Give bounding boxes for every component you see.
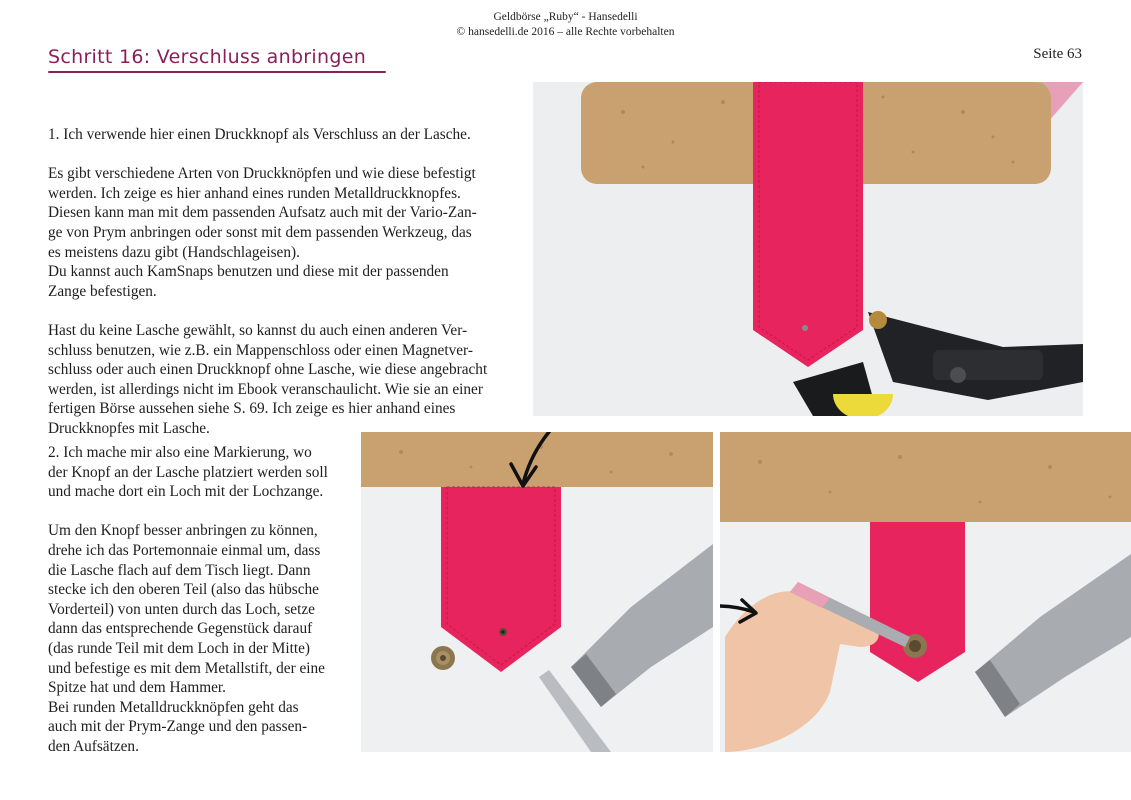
text-line: Hast du keine Lasche gewählt, so kannst du auch einen anderen Ver- [48, 321, 468, 339]
text-line: schluss oder auch einen Druckknopf ohne Lasche, wie diese angebracht [48, 361, 488, 379]
page-title: Schritt 16: Verschluss anbringen [48, 46, 367, 68]
photo-strap-hole-punch [533, 82, 1083, 416]
text-line: Es gibt verschiedene Arten von Druckknöpfen und wie diese befestigt [48, 165, 476, 183]
text-line: 2. Ich mache mir also eine Markierung, wo [48, 444, 312, 461]
text-line: Bei runden Metalldruckknöpfen geht das [48, 698, 299, 716]
text-line: auch mit der Prym-Zange und den passen- [48, 718, 308, 736]
paragraph-gap [48, 301, 518, 321]
header-line-2: © hansedelli.de 2016 – alle Rechte vorbehalten [456, 26, 675, 38]
text-line: die Lasche flach auf dem Tisch liegt. Dann [48, 561, 311, 579]
text-line: Du kannst auch KamSnaps benutzen und diese mit der passenden [48, 263, 449, 281]
text-line: und mache dort ein Loch mit der Lochzange. [48, 483, 324, 501]
text-line: und befestige es mit dem Metallstift, der eine [48, 659, 325, 677]
photo-setting-snap-image [720, 432, 1131, 752]
text-line: werden. Ich zeige es hier anhand eines runden Metalldruckknopfes. [48, 184, 461, 202]
paragraph-gap [48, 145, 518, 165]
text-line: den Aufsätzen. [48, 737, 139, 755]
photo-strap-hole-punch-image [533, 82, 1083, 416]
text-line: Diesen kann man mit dem passenden Aufsatz auch mit der Vario-Zan- [48, 204, 477, 222]
page-number: Seite 63 [1033, 46, 1082, 62]
photo-snap-parts-hammer [361, 432, 713, 752]
text-line: werden, ist allerdings nicht im Ebook veranschaulicht. Wie sie an einer [48, 380, 483, 398]
text-line: Vorderteil) von unten durch das Loch, setze [48, 600, 315, 618]
header-line-1: Geldbörse „Ruby“ - Hansedelli [493, 11, 638, 23]
text-block-2 [48, 443, 348, 757]
text-line: es meistens dazu gibt (Handschlageisen). [48, 243, 300, 261]
photo-setting-snap [720, 432, 1131, 752]
text-line: Zange befestigen. [48, 282, 157, 300]
photo-snap-parts-hammer-image [361, 432, 713, 752]
text-line: ge von Prym anbringen oder sonst mit dem passenden Werkzeug, das [48, 223, 472, 241]
text-line: (das runde Teil mit dem Loch in der Mitte) [48, 639, 311, 657]
text-line: drehe ich das Portemonnaie einmal um, dass [48, 541, 321, 559]
text-line: Druckknopfes mit Lasche. [48, 419, 210, 437]
page-header [0, 10, 1131, 40]
text-line: 1. Ich verwende hier einen Druckknopf als Verschluss an der Lasche. [48, 126, 471, 143]
text-line: dann das entsprechende Gegenstück darauf [48, 620, 313, 638]
text-line: stecke ich den oberen Teil (also das hübsche [48, 581, 319, 599]
paragraph-gap [48, 502, 348, 522]
text-line: schluss benutzen, wie z.B. ein Mappenschloss oder einen Magnetver- [48, 341, 473, 359]
text-line: fertigen Börse aussehen siehe S. 69. Ich zeige es hier anhand eines [48, 400, 456, 418]
title-underline [48, 71, 386, 73]
text-line: Spitze hat und dem Hammer. [48, 679, 226, 697]
text-line: der Knopf an der Lasche platziert werden soll [48, 463, 328, 481]
text-line: Um den Knopf besser anbringen zu können, [48, 522, 318, 540]
text-block-1 [48, 125, 518, 439]
